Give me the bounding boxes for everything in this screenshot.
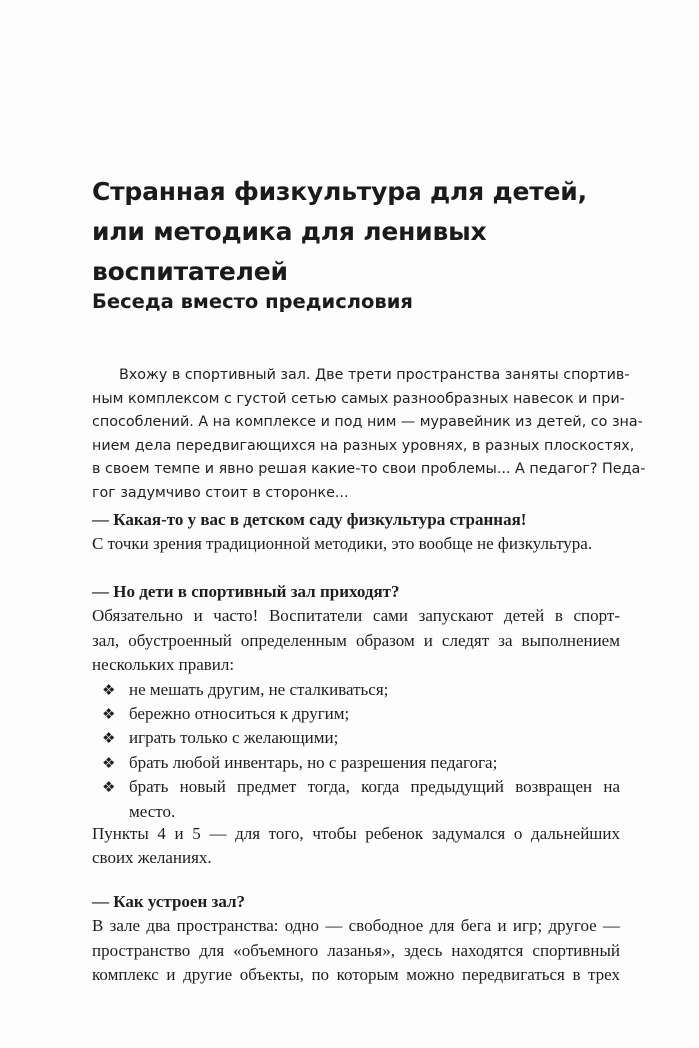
list-item xyxy=(92,726,620,750)
rules-list xyxy=(92,678,620,824)
rule-text: место. xyxy=(129,801,176,821)
intro-line: Вхожу в спортивный зал. Две трети пространства заняты спортив- xyxy=(119,367,630,383)
answer-line: Обязательно и часто! Воспитатели сами запускают детей в спорт- xyxy=(92,606,620,626)
rule-text: играть только с желающими; xyxy=(129,728,339,748)
diamond-bullet-icon: ❖ xyxy=(102,680,116,699)
rule-text: не мешать другим, не сталкиваться; xyxy=(129,679,389,699)
diamond-bullet-icon: ❖ xyxy=(102,753,116,772)
intro-line: в своем темпе и явно решая какие-то свои проблемы... А педагог? Педа- xyxy=(92,461,646,478)
diamond-bullet-icon: ❖ xyxy=(102,729,116,748)
note-line: своих желаниях. xyxy=(92,848,212,868)
answer-line: нескольких правил: xyxy=(92,655,235,675)
answer-line: пространство для «объемного лазанья», здесь находятся спортивный xyxy=(92,940,620,960)
rule-text: брать любой инвентарь, но с разрешения педагога; xyxy=(129,752,498,772)
dialogue-block-3 xyxy=(92,890,620,988)
rule-text: бережно относиться к другим; xyxy=(129,704,350,724)
answer-line: В зале два пространства: одно — свободное для бега и игр; другое — xyxy=(92,916,620,936)
intro-line: нием дела передвигающихся на разных уровнях, в разных плоскостях, xyxy=(92,437,635,454)
answer-line: комплекс и другие объекты, по которым можно передвигаться в трех xyxy=(92,965,620,985)
diamond-bullet-icon: ❖ xyxy=(102,705,116,724)
note-paragraph xyxy=(92,822,620,871)
dialogue-block-2 xyxy=(92,580,620,824)
chapter-title-line-2: или методика для ленивых воспитателей xyxy=(92,217,487,286)
intro-line: ным комплексом с густой сетью самых разнообразных навесок и при- xyxy=(92,390,625,407)
dialogue-block-1 xyxy=(92,508,620,557)
answer-line: С точки зрения традиционной методики, это вообще не физкультура. xyxy=(92,534,593,554)
answer-line: зал, обустроенный определенным образом и следят за выполнением xyxy=(92,630,620,650)
list-item xyxy=(92,751,620,775)
question-heading: — Как устроен зал? xyxy=(92,892,246,911)
question-heading: — Какая-то у вас в детском саду физкультура странная! xyxy=(92,510,527,529)
chapter-title-line-1: Странная физкультура для детей, xyxy=(92,177,587,206)
diamond-bullet-icon: ❖ xyxy=(102,778,116,797)
list-item xyxy=(92,775,620,824)
rule-text: брать новый предмет тогда, когда предыдущий возвращен на xyxy=(129,777,620,797)
list-item xyxy=(92,702,620,726)
note-line: Пункты 4 и 5 — для того, чтобы ребенок задумался о дальнейших xyxy=(92,824,620,843)
intro-line: способлений. А на комплексе и под ним — муравейник из детей, со зна- xyxy=(92,414,643,431)
intro-paragraph xyxy=(92,364,646,506)
intro-line: гог задумчиво стоит в сторонке... xyxy=(92,484,349,501)
list-item xyxy=(92,678,620,702)
section-subtitle: Беседа вместо предисловия xyxy=(92,290,413,313)
chapter-title xyxy=(92,172,682,292)
question-heading: — Но дети в спортивный зал приходят? xyxy=(92,582,400,601)
